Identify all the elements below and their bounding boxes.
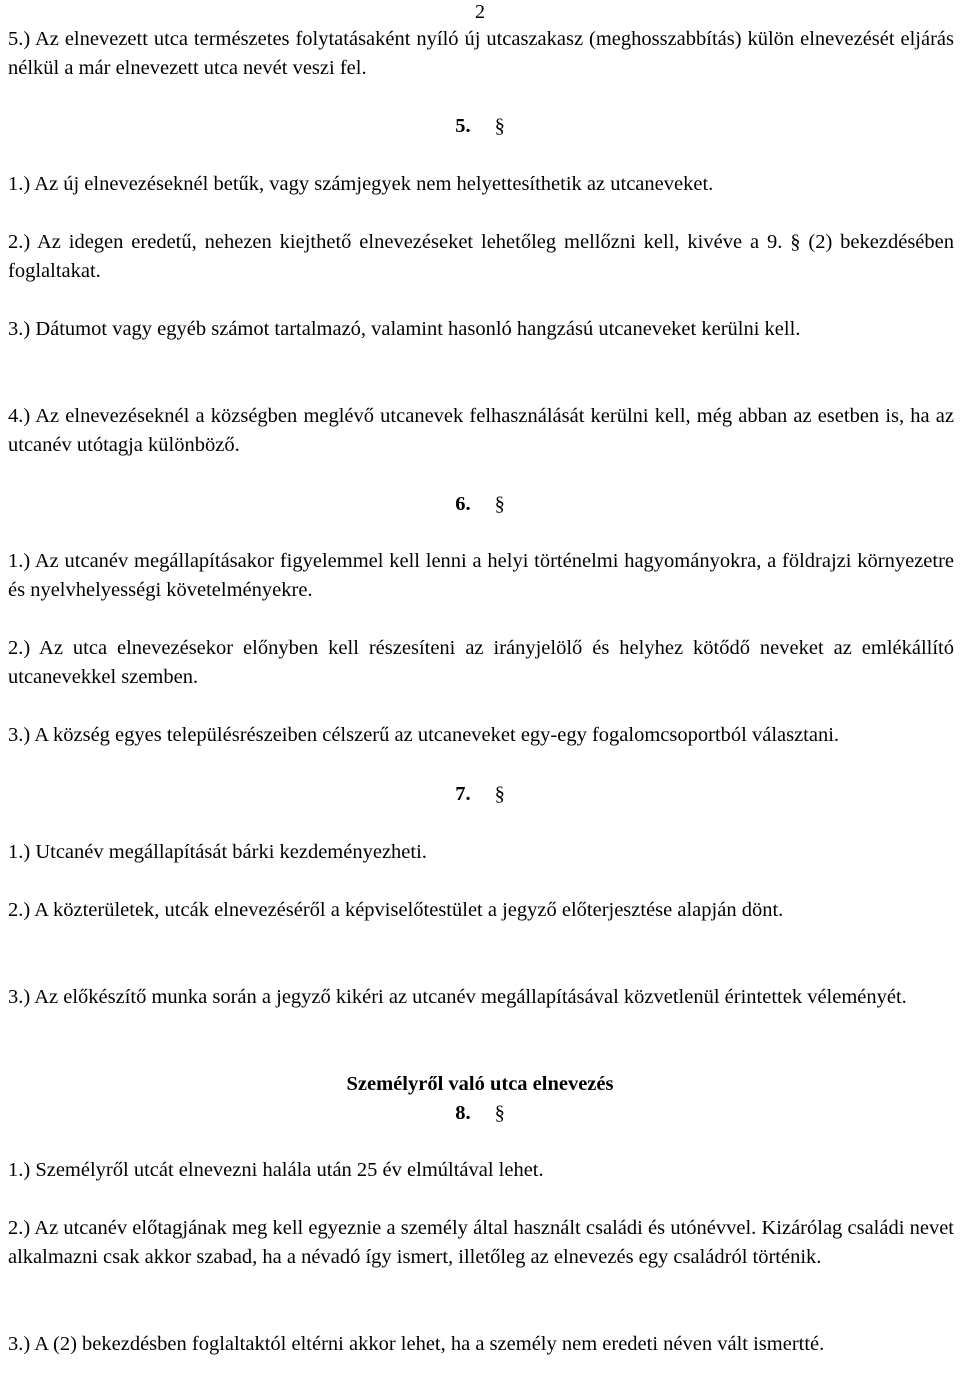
section-heading-6 bbox=[0, 490, 960, 519]
section-heading-5 bbox=[0, 112, 960, 141]
paragraph-s7-1: 1.) Utcanév megállapítását bárki kezdeményezheti. bbox=[8, 841, 427, 863]
paragraph-s8-3: 3.) A (2) bekezdésben foglaltaktól eltérni akkor lehet, ha a személy nem eredeti néven vált ismertté. bbox=[8, 1333, 825, 1355]
paragraph-s5-3: 3.) Dátumot vagy egyéb számot tartalmazó, valamint hasonló hangzású utcaneveket kerülni kell. bbox=[8, 318, 801, 340]
paragraph-s4-5: 5.) Az elnevezett utca természetes folytatásaként nyíló új utcaszakasz (meghosszabbítás) külön elnevezését eljárás nélkül a már elnevezett utca nevét veszi fel. bbox=[8, 28, 954, 79]
paragraph-s7-2: 2.) A közterületek, utcák elnevezéséről a képviselőtestület a jegyző előterjesztése alapján dönt. bbox=[8, 899, 784, 921]
section-sign-icon: § bbox=[494, 1102, 505, 1124]
paragraph-s5-1: 1.) Az új elnevezéseknél betűk, vagy számjegyek nem helyettesíthetik az utcaneveket. bbox=[8, 173, 714, 195]
section-number: 6. bbox=[455, 493, 471, 515]
section-heading-8 bbox=[0, 1099, 960, 1128]
section-number: 8. bbox=[455, 1102, 471, 1124]
section-number: 7. bbox=[455, 783, 471, 805]
section-sign-icon: § bbox=[494, 783, 505, 805]
paragraph-s6-1: 1.) Az utcanév megállapításakor figyelemmel kell lenni a helyi történelmi hagyományokra, a földrajzi környezetre és nyelvhelyességi követelményekre. bbox=[8, 550, 954, 601]
paragraph-s8-1: 1.) Személyről utcát elnevezni halála után 25 év elmúltával lehet. bbox=[8, 1159, 544, 1181]
section-heading-7 bbox=[0, 780, 960, 809]
paragraph-s5-2: 2.) Az idegen eredetű, nehezen kiejthető elnevezéseket lehetőleg mellőzni kell, kivéve a 9. § (2) bekezdésében foglaltakat. bbox=[8, 231, 954, 282]
subheading-personal-naming: Személyről való utca elnevezés bbox=[346, 1073, 614, 1095]
section-sign-icon: § bbox=[494, 493, 505, 515]
section-sign-icon: § bbox=[494, 115, 505, 137]
paragraph-s6-2: 2.) Az utca elnevezésekor előnyben kell részesíteni az irányjelölő és helyhez kötődő neveket az emlékállító utcanevekkel szemben. bbox=[8, 637, 954, 688]
paragraph-s8-2: 2.) Az utcanév előtagjának meg kell egyeznie a személy által használt családi és utónévvel. Kizárólag családi nevet alkalmazni csak akkor szabad, ha a névadó így ismert, illetőleg az elnevezés egy családról történik. bbox=[8, 1217, 954, 1268]
paragraph-s5-4: 4.) Az elnevezéseknél a községben meglévő utcanevek felhasználását kerülni kell, még abban az esetben is, ha az utcanév utótagja különböző. bbox=[8, 405, 954, 456]
page-number: 2 bbox=[475, 1, 485, 23]
section-number: 5. bbox=[455, 115, 471, 137]
paragraph-s7-3: 3.) Az előkészítő munka során a jegyző kikéri az utcanév megállapításával közvetlenül érintettek véleményét. bbox=[8, 986, 907, 1008]
paragraph-s6-3: 3.) A község egyes településrészeiben célszerű az utcaneveket egy-egy fogalomcsoportból választani. bbox=[8, 724, 840, 746]
